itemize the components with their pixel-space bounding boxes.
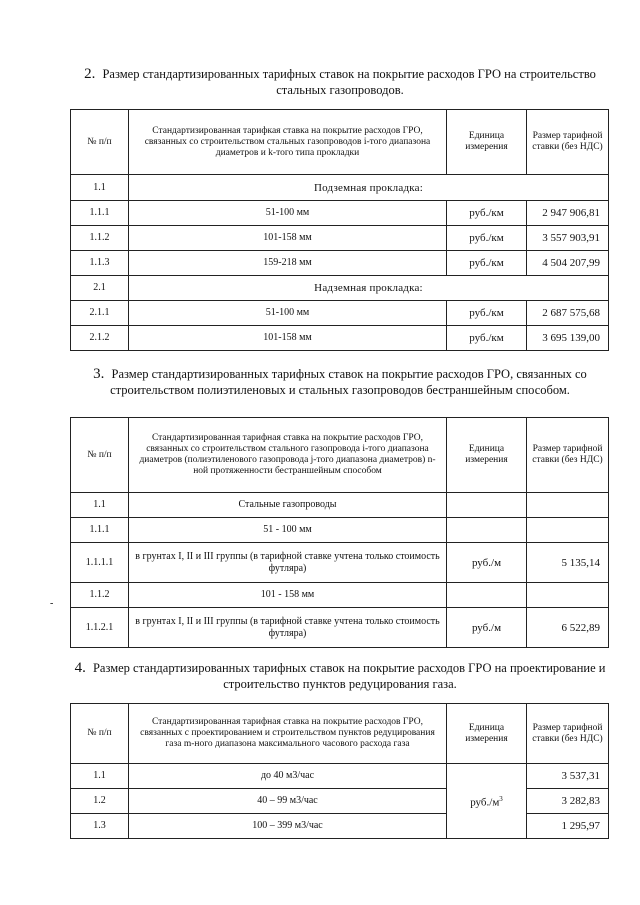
row-num: 2.1.2 bbox=[71, 326, 129, 351]
table-row bbox=[71, 608, 609, 648]
table-row bbox=[71, 226, 609, 251]
section-2-title bbox=[70, 66, 610, 98]
table-row bbox=[71, 814, 609, 839]
header-unit: Единица измерения bbox=[447, 110, 527, 175]
header-value: Размер тарифной ставки (без НДС) bbox=[527, 704, 609, 764]
table-row bbox=[71, 301, 609, 326]
row-unit: руб./км bbox=[447, 226, 527, 251]
header-unit: Единица измерения bbox=[447, 418, 527, 493]
row-unit bbox=[447, 518, 527, 543]
row-desc: 159-218 мм bbox=[129, 251, 447, 276]
header-unit: Единица измерения bbox=[447, 704, 527, 764]
row-num: 1.3 bbox=[71, 814, 129, 839]
row-value: 6 522,89 bbox=[527, 608, 609, 648]
unit-text: руб./м bbox=[470, 796, 500, 809]
row-num: 2.1 bbox=[71, 276, 129, 301]
row-unit bbox=[447, 583, 527, 608]
merged-unit-cell bbox=[447, 764, 527, 839]
table-row bbox=[71, 201, 609, 226]
header-desc: Стандартизированная тарифная ставка на покрытие расходов ГРО, связанных с проектированием и строительством пунктов редуцирования газа m-ного диапазона максимального часового расхода газа bbox=[129, 704, 447, 764]
header-num: № п/п bbox=[71, 418, 129, 493]
table-row bbox=[71, 764, 609, 789]
row-num: 1.1 bbox=[71, 175, 129, 201]
row-unit: руб./км bbox=[447, 326, 527, 351]
section-4-number: 4. bbox=[74, 660, 86, 676]
row-num: 1.1 bbox=[71, 493, 129, 518]
row-desc: 51-100 мм bbox=[129, 201, 447, 226]
section-2-number: 2. bbox=[84, 66, 96, 82]
table-row bbox=[71, 326, 609, 351]
header-value: Размер тарифной ставки (без НДС) bbox=[527, 110, 609, 175]
row-value bbox=[527, 583, 609, 608]
row-value: 3 695 139,00 bbox=[527, 326, 609, 351]
row-group-label: Надземная прокладка: bbox=[129, 276, 609, 301]
row-num: 1.2 bbox=[71, 789, 129, 814]
row-desc: 100 – 399 м3/час bbox=[129, 814, 447, 839]
stray-mark: - bbox=[50, 598, 54, 609]
section-2-title-text: Размер стандартизированных тарифных ставок на покрытие расходов ГРО на строительство стальных газопроводов. bbox=[102, 67, 596, 97]
section-4-title-text: Размер стандартизированных тарифных ставок на покрытие расходов ГРО на проектирование и строительство пунктов редуцирования газа. bbox=[92, 661, 606, 691]
header-value: Размер тарифной ставки (без НДС) bbox=[527, 418, 609, 493]
section-4-title bbox=[70, 660, 610, 692]
row-value: 3 282,83 bbox=[527, 789, 609, 814]
row-value bbox=[527, 493, 609, 518]
row-num: 1.1.1 bbox=[71, 518, 129, 543]
table-row bbox=[71, 789, 609, 814]
table-trenchless-pipelines bbox=[70, 417, 609, 648]
row-desc: до 40 м3/час bbox=[129, 764, 447, 789]
row-desc: 101-158 мм bbox=[129, 226, 447, 251]
row-value: 2 687 575,68 bbox=[527, 301, 609, 326]
row-desc: 51-100 мм bbox=[129, 301, 447, 326]
row-desc: 101 - 158 мм bbox=[129, 583, 447, 608]
section-3-title bbox=[70, 366, 610, 398]
table-steel-pipelines bbox=[70, 109, 609, 351]
header-desc: Стандартизированная тарифкая ставка на покрытие расходов ГРО, связанных со строительством стальных газопроводов i-того диапазона диаметров и k-того типа прокладки bbox=[129, 110, 447, 175]
row-num: 1.1.3 bbox=[71, 251, 129, 276]
table-row bbox=[71, 175, 609, 201]
row-desc: в грунтах I, II и III группы (в тарифной ставке учтена только стоимость футляра) bbox=[129, 608, 447, 648]
row-num: 1.1.2 bbox=[71, 583, 129, 608]
table-row bbox=[71, 493, 609, 518]
row-group-label: Подземная прокладка: bbox=[129, 175, 609, 201]
table-row bbox=[71, 543, 609, 583]
section-3-title-text: Размер стандартизированных тарифных ставок на покрытие расходов ГРО, связанных со строительством полиэтиленовых и стальных газопроводов бестраншейным способом. bbox=[110, 367, 587, 397]
row-unit: руб./м bbox=[447, 543, 527, 583]
header-desc: Стандартизированная тарифная ставка на покрытие расходов ГРО, связанных со строительством стального газопровода i-того диапазона диаметров (полиэтиленового газопровода j-того диапазона диаметров) n-ной протяженности бестраншейным способом bbox=[129, 418, 447, 493]
row-value: 1 295,97 bbox=[527, 814, 609, 839]
row-num: 2.1.1 bbox=[71, 301, 129, 326]
table-row bbox=[71, 276, 609, 301]
row-num: 1.1.1.1 bbox=[71, 543, 129, 583]
row-num: 1.1 bbox=[71, 764, 129, 789]
header-num: № п/п bbox=[71, 704, 129, 764]
row-desc: 101-158 мм bbox=[129, 326, 447, 351]
section-3-number: 3. bbox=[93, 366, 105, 382]
table-row bbox=[71, 583, 609, 608]
row-value: 5 135,14 bbox=[527, 543, 609, 583]
row-num: 1.1.2 bbox=[71, 226, 129, 251]
table-gas-reduction-points bbox=[70, 703, 609, 839]
row-unit: руб./км bbox=[447, 201, 527, 226]
header-num: № п/п bbox=[71, 110, 129, 175]
table-row bbox=[71, 518, 609, 543]
row-value: 2 947 906,81 bbox=[527, 201, 609, 226]
row-value: 3 557 903,91 bbox=[527, 226, 609, 251]
unit-superscript: 3 bbox=[499, 795, 503, 804]
table-row bbox=[71, 251, 609, 276]
row-desc: 51 - 100 мм bbox=[129, 518, 447, 543]
row-value bbox=[527, 518, 609, 543]
row-unit bbox=[447, 493, 527, 518]
row-unit: руб./км bbox=[447, 301, 527, 326]
row-desc: в грунтах I, II и III группы (в тарифной ставке учтена только стоимость футляра) bbox=[129, 543, 447, 583]
row-desc: Стальные газопроводы bbox=[129, 493, 447, 518]
row-value: 3 537,31 bbox=[527, 764, 609, 789]
row-unit: руб./м bbox=[447, 608, 527, 648]
row-value: 4 504 207,99 bbox=[527, 251, 609, 276]
row-desc: 40 – 99 м3/час bbox=[129, 789, 447, 814]
row-unit: руб./км bbox=[447, 251, 527, 276]
row-num: 1.1.1 bbox=[71, 201, 129, 226]
row-num: 1.1.2.1 bbox=[71, 608, 129, 648]
